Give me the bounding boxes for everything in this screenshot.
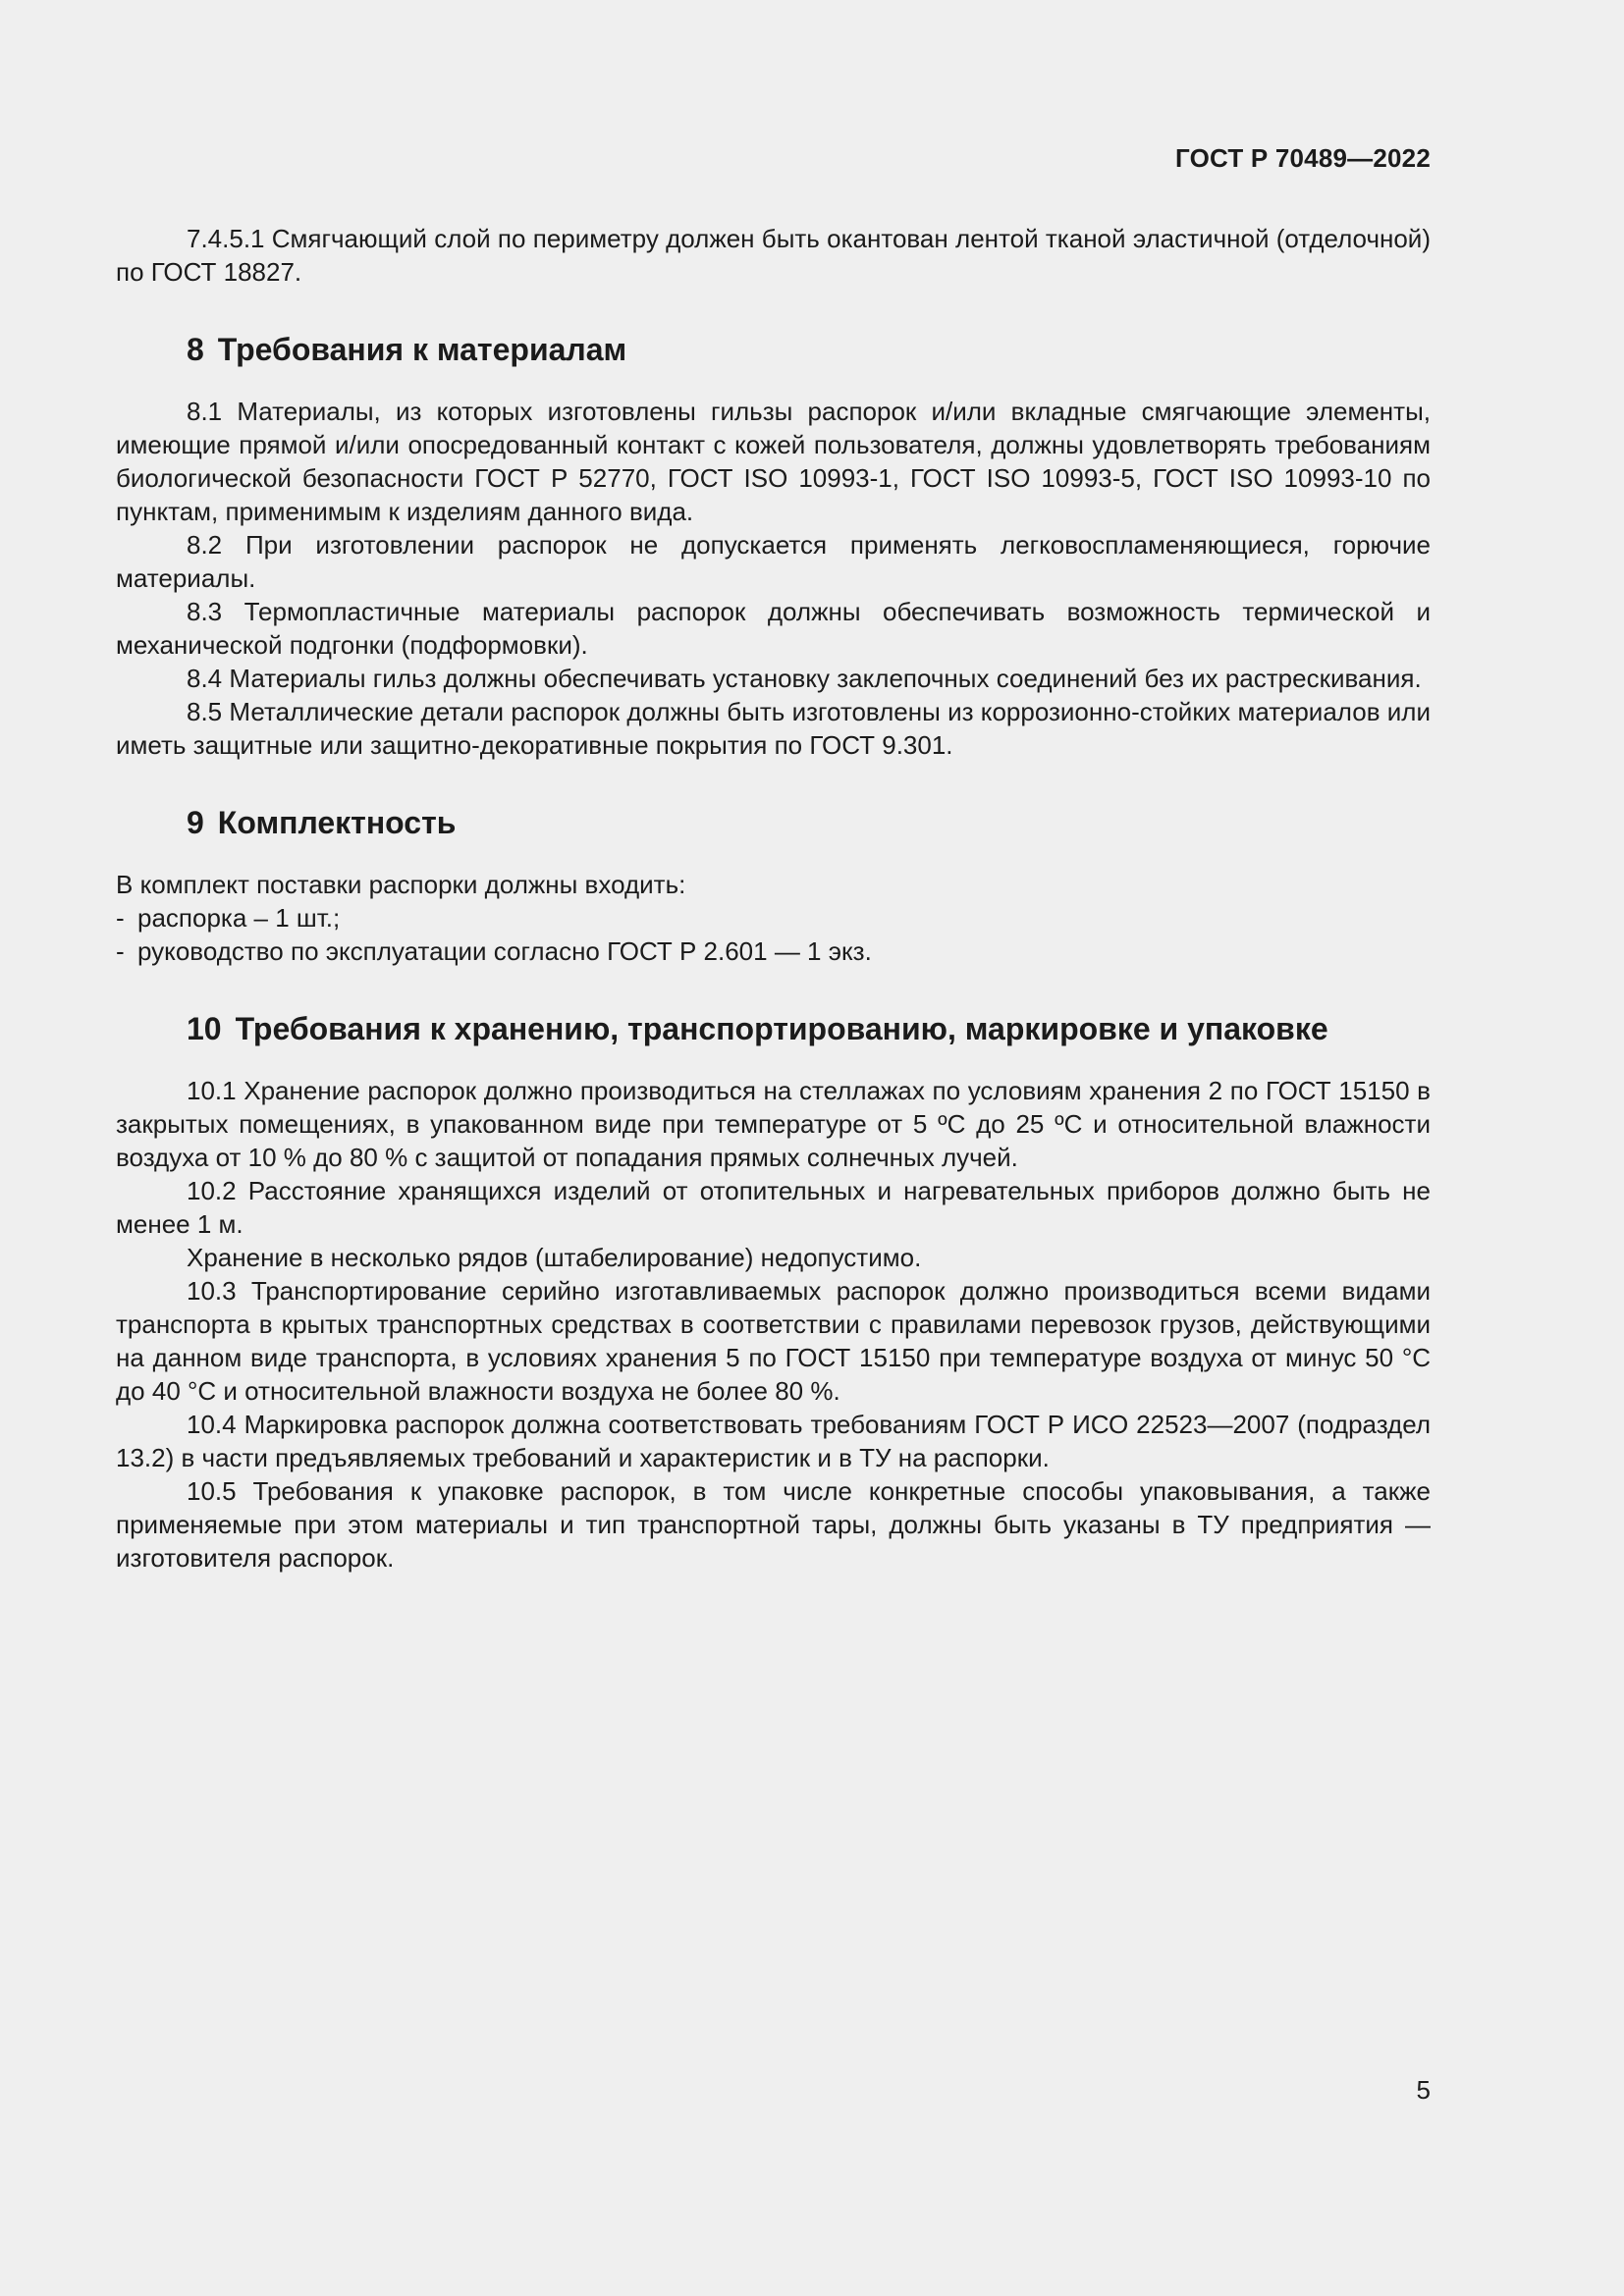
paragraph-10-4: 10.4 Маркировка распорок должна соответствовать требованиям ГОСТ Р ИСО 22523—2007 (подраздел 13.2) в части предъявляемых требований и характеристик и в ТУ на распорки. xyxy=(116,1410,1431,1472)
paragraph-8-1: 8.1 Материалы, из которых изготовлены гильзы распорок и/или вкладные смягчающие элементы, имеющие прямой и/или опосредованный контакт с кожей пользователя, должны удовлетворять требованиям биологической безопасности ГОСТ Р 52770, ГОСТ ISO 10993-1, ГОСТ ISO 10993-5, ГОСТ ISO 10993-10 по пунктам, применимым к изделиям данного вида. xyxy=(116,397,1431,526)
paragraph-10-1: 10.1 Хранение распорок должно производиться на стеллажах по условиям хранения 2 по ГОСТ 15150 в закрытых помещениях, в упакованном виде при температуре от 5 ºС до 25 ºС и относительной влажности воздуха от 10 % до 80 % с защитой от попадания прямых солнечных лучей. xyxy=(116,1076,1431,1172)
paragraph-8-2: 8.2 При изготовлении распорок не допускается применять легковоспламеняющиеся, горючие материалы. xyxy=(116,530,1431,593)
section-9-title: Комплектность xyxy=(217,805,457,840)
section-8-number: 8 xyxy=(187,332,204,367)
list-item-text: распорка – 1 шт.; xyxy=(137,903,341,933)
paragraph-10-2-note: Хранение в несколько рядов (штабелирование) недопустимо. xyxy=(187,1243,922,1272)
document-code-header: ГОСТ Р 70489—2022 xyxy=(1175,143,1431,173)
section-10-number: 10 xyxy=(187,1011,222,1046)
list-item: - распорка – 1 шт.; xyxy=(116,903,341,933)
paragraph-10-3: 10.3 Транспортирование серийно изготавливаемых распорок должно производиться всеми видами транспорта в крытых транспортных средствах в соответствии с правилами перевозок грузов, действующими на данном виде транспорта, в условиях хранения 5 по ГОСТ 15150 при температуре воздуха от минус 50 °С до 40 °С и относительной влажности воздуха не более 80 %. xyxy=(116,1276,1431,1406)
paragraph-8-4: 8.4 Материалы гильз должны обеспечивать установку заклепочных соединений без их растрескивания. xyxy=(187,664,1422,693)
paragraph-10-2: 10.2 Расстояние хранящихся изделий от отопительных и нагревательных приборов должно быть не менее 1 м. xyxy=(116,1176,1431,1239)
section-8-title: Требования к материалам xyxy=(217,332,627,367)
paragraph-7-4-5-1: 7.4.5.1 Смягчающий слой по периметру должен быть окантован лентой тканой эластичной (отделочной) по ГОСТ 18827. xyxy=(116,224,1431,287)
page-number: 5 xyxy=(1416,2075,1431,2105)
paragraph-8-3: 8.3 Термопластичные материалы распорок должны обеспечивать возможность термической и механической подгонки (подформовки). xyxy=(116,597,1431,660)
paragraph-10-5: 10.5 Требования к упаковке распорок, в том числе конкретные способы упаковывания, а также применяемые при этом материалы и тип транспортной тары, должны быть указаны в ТУ предприятия — изготовителя распорок. xyxy=(116,1476,1431,1573)
section-8-heading xyxy=(116,330,1431,369)
section-10-title: Требования к хранению, транспортированию, маркировке и упаковке xyxy=(235,1011,1328,1046)
section-9-intro: В комплект поставки распорки должны входить: xyxy=(116,870,686,899)
list-item-text: руководство по эксплуатации согласно ГОСТ Р 2.601 — 1 экз. xyxy=(137,936,872,966)
section-9-heading xyxy=(116,803,1431,842)
section-10-heading xyxy=(116,1009,1431,1048)
paragraph-8-5: 8.5 Металлические детали распорок должны быть изготовлены из коррозионно-стойких материалов или иметь защитные или защитно-декоративные покрытия по ГОСТ 9.301. xyxy=(116,697,1431,760)
section-9-number: 9 xyxy=(187,805,204,840)
document-body xyxy=(116,222,1431,1575)
list-item: - руководство по эксплуатации согласно ГОСТ Р 2.601 — 1 экз. xyxy=(116,936,872,966)
